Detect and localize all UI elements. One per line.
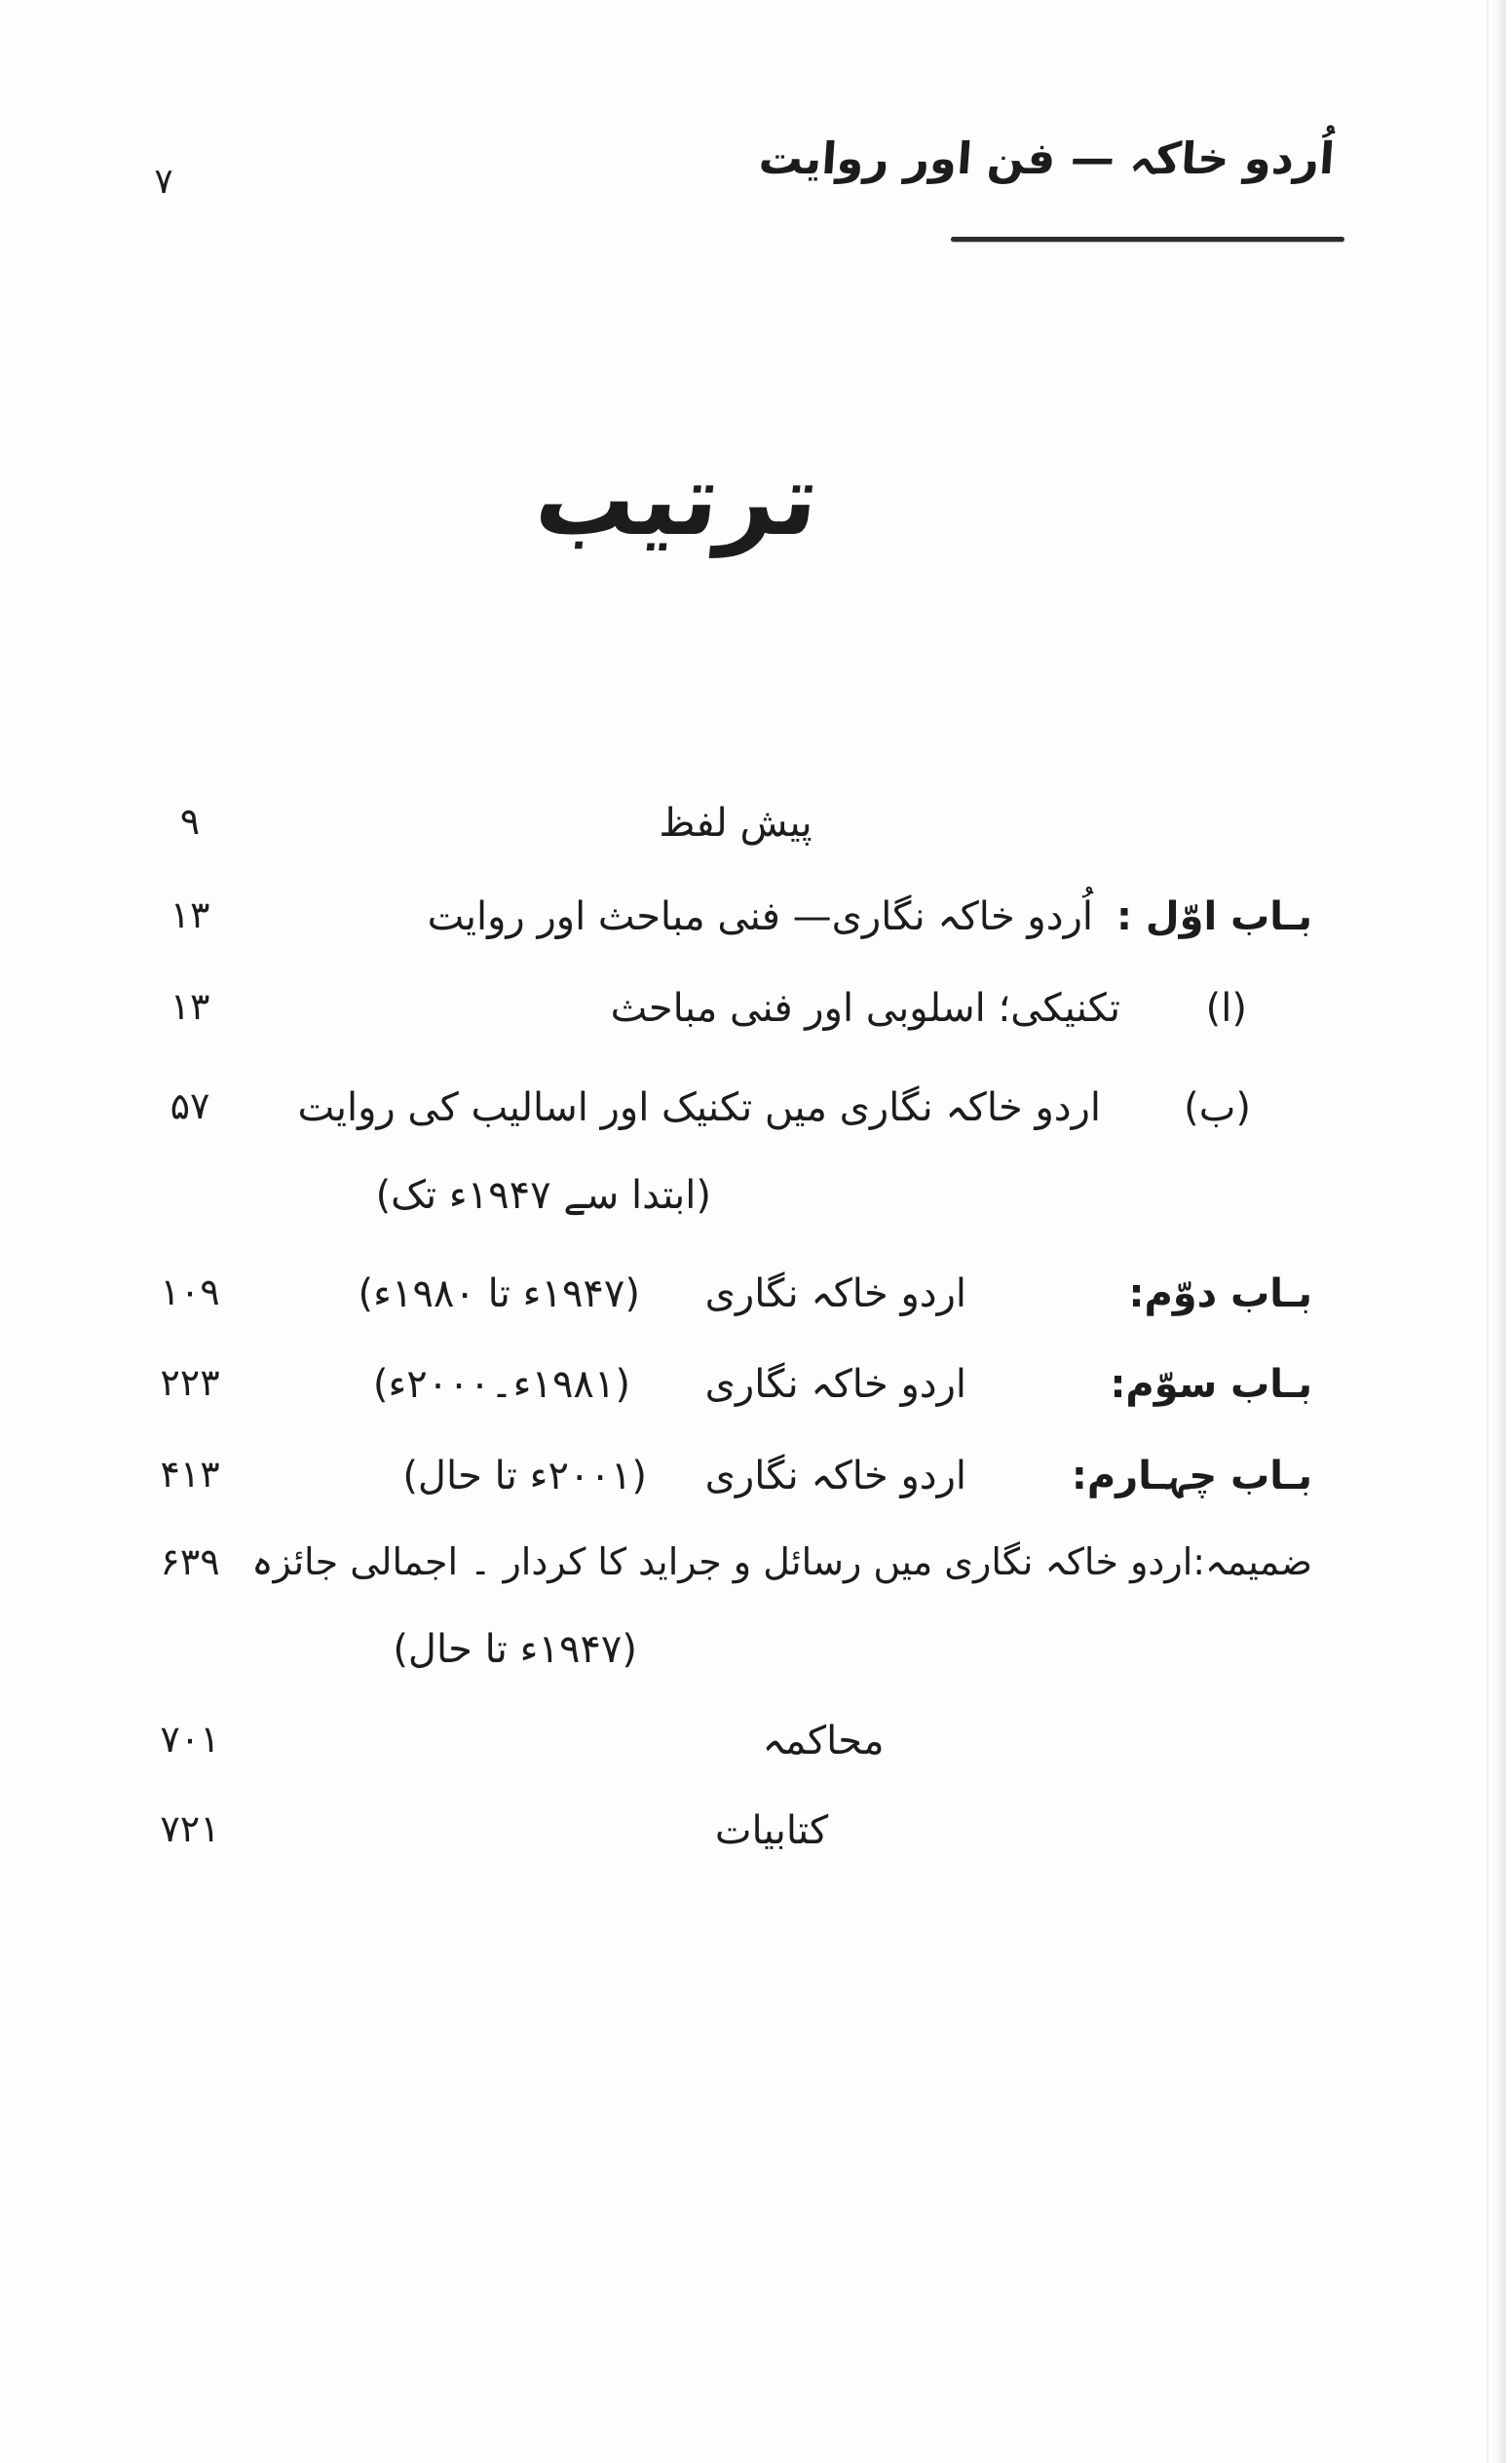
toc-row-chapter-1b [0, 1083, 1512, 1159]
toc-row-chapter-2 [0, 1269, 1512, 1345]
toc-entry-title: محاکمہ [762, 1719, 885, 1763]
toc-entry-date-range: (ابتدا سے ۱۹۴۷ء تک) [375, 1173, 711, 1218]
toc-entry-title: اردو خاکہ نگاری [704, 1454, 966, 1498]
toc-entry-label: بـاب سوّم: [1110, 1362, 1312, 1407]
toc-entry-date-range: (۱۹۸۱ء۔۲۰۰۰ء) [372, 1362, 630, 1407]
toc-entry-title: اردو خاکہ نگاری میں تکنیک اور اسالیب کی روایت [297, 1085, 1101, 1130]
toc-page-number: ۷۰۱ [160, 1718, 220, 1761]
toc-row-appendix [0, 1539, 1512, 1615]
toc-entry-label: (ا) [1205, 986, 1247, 1031]
toc-entry-title: اردو خاکہ نگاری میں رسائل و جراید کا کردار ۔ اجمالی جائزہ [251, 1540, 1193, 1583]
toc-entry-label: بـاب چہـارم: [1071, 1454, 1312, 1498]
toc-page-number: ۷۲۱ [160, 1807, 220, 1850]
toc-entry-combined [251, 1539, 1312, 1586]
toc-entry-title: پیش لفظ [659, 801, 813, 846]
toc-row-chapter-1 [0, 892, 1512, 968]
toc-page-number: ۴۱۳ [160, 1453, 220, 1496]
header-rule [951, 237, 1344, 242]
toc-entry-date-range: (۱۹۴۷ء تا حال) [393, 1627, 637, 1672]
toc-entry-title: تکنیکی؛ اسلوبی اور فنی مباحث [610, 986, 1120, 1031]
toc-entry-title: اردو خاکہ نگاری [704, 1362, 966, 1407]
toc-row-chapter-1b-range [0, 1171, 1512, 1247]
toc-row-chapter-1a [0, 984, 1512, 1060]
toc-row-preface [0, 799, 1512, 875]
toc-entry-title: کتابیات [714, 1808, 829, 1853]
contents-heading: ترتیب [529, 442, 825, 558]
toc-page-number: ۶۳۹ [160, 1540, 220, 1583]
toc-row-conclusion [0, 1717, 1512, 1793]
toc-entry-date-range: (۲۰۰۱ء تا حال) [402, 1454, 647, 1498]
toc-entry-label: ضمیمہ: [1192, 1540, 1312, 1583]
toc-row-bibliography [0, 1806, 1512, 1882]
toc-page-number: ۲۲۳ [160, 1361, 220, 1404]
toc-entry-label: بـاب دوّم: [1128, 1271, 1312, 1316]
toc-entry-label: بـاب اوّل : [1115, 894, 1312, 939]
toc-row-chapter-3 [0, 1360, 1512, 1436]
toc-page-number: ۱۳ [170, 985, 210, 1028]
toc-entry-title: اردو خاکہ نگاری [704, 1271, 966, 1316]
toc-page-number: ۵۷ [170, 1084, 210, 1127]
toc-entry-title: اُردو خاکہ نگاری— فنی مباحث اور روایت [427, 894, 1093, 939]
toc-row-appendix-range [0, 1625, 1512, 1701]
toc-page-number: ۹ [179, 800, 201, 843]
toc-page-number: ۱۳ [170, 893, 210, 936]
folio-page-number: ۷ [154, 162, 173, 202]
running-header-book-title: اُردو خاکہ — فن اور روایت [757, 133, 1337, 184]
toc-page-number: ۱۰۹ [160, 1270, 220, 1313]
toc-entry-label: (ب) [1184, 1085, 1251, 1130]
toc-row-chapter-4 [0, 1452, 1512, 1528]
toc-entry-date-range: (۱۹۴۷ء تا ۱۹۸۰ء) [358, 1271, 640, 1316]
